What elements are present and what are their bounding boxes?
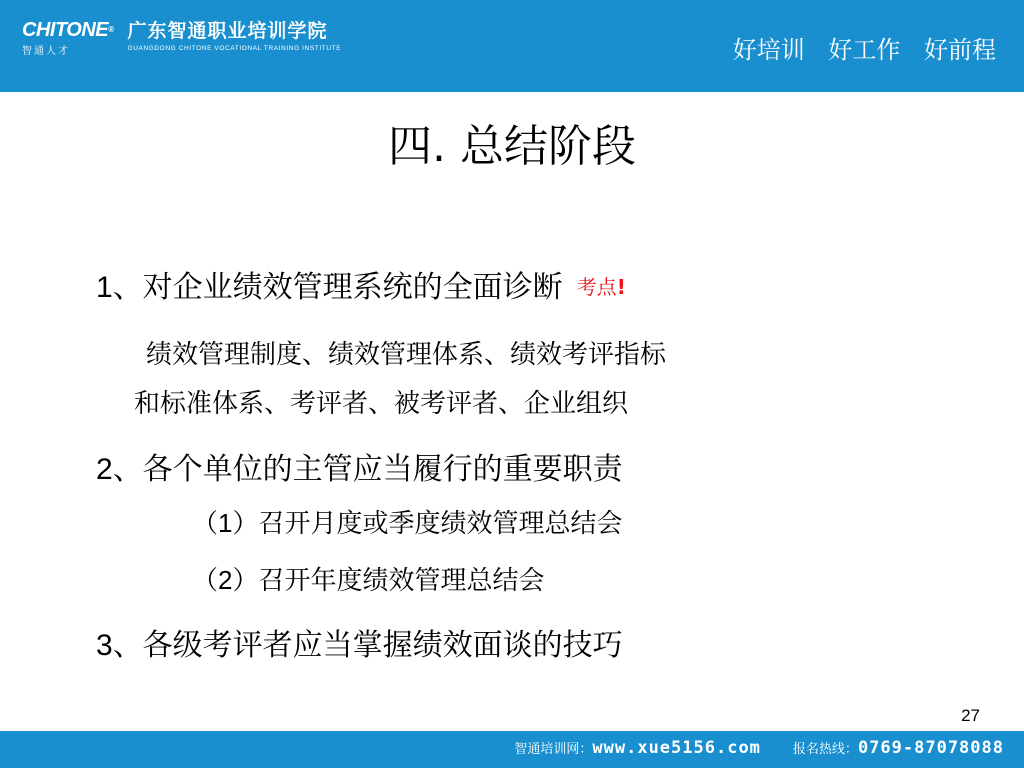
slide-title: 四. 总结阶段 [388,121,636,172]
item-1-detail-line-1: 绩效管理制度、绩效管理体系、绩效考评指标 [146,340,667,370]
item-3 [96,620,623,664]
logo-en-text: CHITONE [22,19,109,41]
slogan-item: 好前程 [924,36,996,64]
item-2-sub-1-open: （ [192,509,219,539]
header-bar [0,0,1024,92]
logo-cn-block [128,20,342,52]
logo-registered-mark: ® [108,25,114,34]
item-2-sub-2-text: ）召开年度绩效管理总结会 [232,566,545,596]
logo-en-block [22,20,114,57]
item-1-number: 1 [96,271,113,304]
item-2-sub-2 [192,560,545,597]
item-2 [96,444,623,488]
footer-contact [514,738,1004,758]
slogan-item: 好工作 [828,36,901,64]
footer-phone: 0769-87078088 [857,738,1004,758]
item-2-sub-2-number: 2 [218,565,233,595]
exam-point-mark: ! [616,275,626,299]
exam-point-label: 考点 [576,275,617,299]
item-2-sub-1-text: ）召开月度或季度绩效管理总结会 [232,509,623,539]
item-2-sub-1-number: 1 [218,508,233,538]
item-3-number: 3 [96,629,113,662]
item-3-text: 、各级考评者应当掌握绩效面谈的技巧 [112,628,623,663]
exam-point-tag [577,275,626,299]
institute-name-en: GUANGDONG CHITONE VOCATIONAL TRAINING INSTITUTE [127,45,342,52]
item-1 [96,262,626,306]
item-2-sub-2-open: （ [192,566,219,596]
footer-web-label: 智通培训网： [514,742,593,757]
footer-phone-label: 报名热线： [792,742,858,757]
slogan [717,30,996,65]
logo-sub-text: 智通人才 [22,46,70,57]
item-2-number: 2 [96,453,113,486]
item-1-detail-line-2: 和标准体系、考评者、被考评者、企业组织 [134,389,629,419]
footer-web-url[interactable]: www.xue5156.com [592,738,761,758]
institute-name: 广东智通职业培训学院 [127,20,328,42]
page-number: 27 [961,706,980,725]
item-2-sub-1 [192,503,623,540]
slogan-item: 好培训 [732,36,805,64]
item-2-text: 、各个单位的主管应当履行的重要职责 [112,452,623,487]
footer-bar [0,731,1024,768]
logo [22,20,341,70]
item-1-text: 、对企业绩效管理系统的全面诊断 [112,270,563,305]
